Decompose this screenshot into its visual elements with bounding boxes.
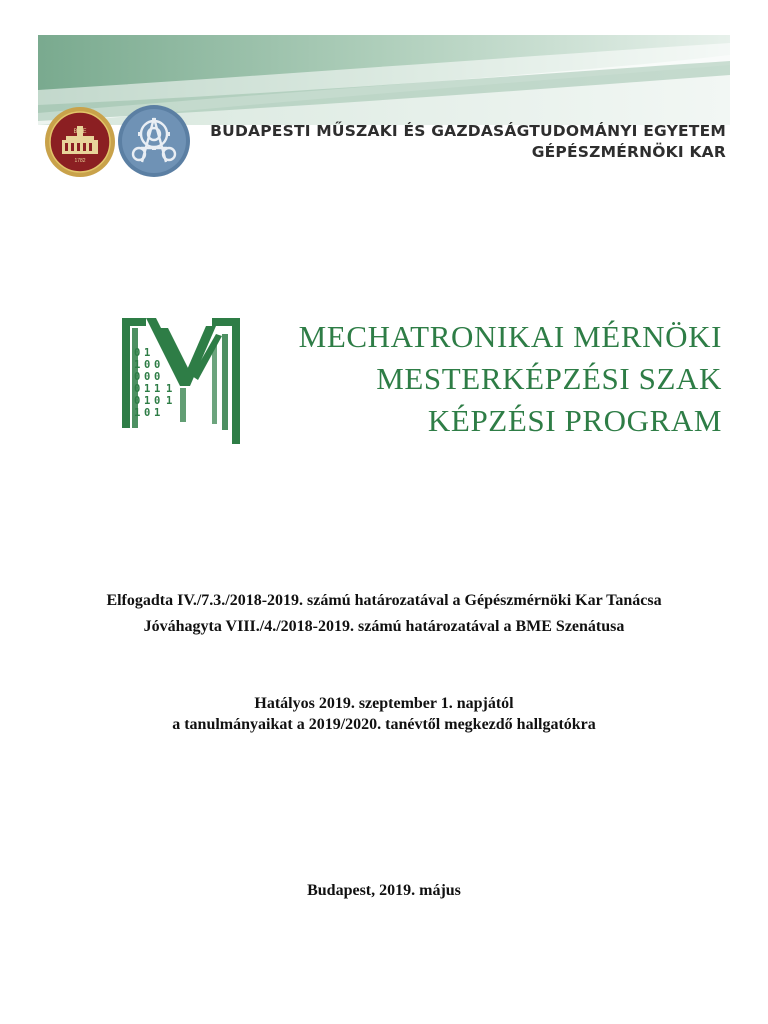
svg-text:0: 0: [124, 365, 131, 377]
svg-text:0: 0: [134, 371, 141, 383]
svg-text:0: 0: [134, 383, 141, 395]
svg-text:1: 1: [124, 353, 131, 365]
bme-seal-text: BME: [73, 129, 87, 135]
approval-faculty-council: Elfogadta IV./7.3./2018-2019. számú határozatával a Gépészmérnöki Kar Tanácsa: [106, 592, 662, 609]
validity-block: [0, 693, 768, 735]
title-line-3: KÉPZÉSI PROGRAM: [427, 403, 722, 438]
svg-text:0: 0: [134, 347, 141, 359]
university-line: BUDAPESTI MŰSZAKI ÉS GAZDASÁGTUDOMÁNYI EGYETEM: [210, 122, 726, 140]
svg-text:1: 1: [134, 407, 141, 419]
university-name: [210, 121, 726, 163]
svg-text:0: 0: [144, 407, 151, 419]
svg-text:0: 0: [124, 377, 131, 389]
faculty-line: GÉPÉSZMÉRNÖKI KAR: [531, 143, 726, 161]
svg-text:0: 0: [124, 389, 131, 401]
approval-senate: Jóváhagyta VIII./4./2018-2019. számú határozatával a BME Szenátusa: [143, 618, 625, 635]
svg-text:1: 1: [144, 347, 151, 359]
document-title: [299, 316, 722, 442]
svg-text:1: 1: [134, 359, 141, 371]
approval-block: [0, 588, 768, 640]
svg-text:0: 0: [154, 359, 161, 371]
svg-text:0: 0: [124, 413, 131, 425]
validity-date: Hatályos 2019. szeptember 1. napjától: [254, 695, 514, 712]
svg-text:1: 1: [166, 395, 173, 407]
svg-text:1: 1: [154, 407, 161, 419]
svg-text:1: 1: [144, 395, 151, 407]
svg-text:1: 1: [144, 383, 151, 395]
gpk-faculty-logo: [117, 104, 191, 178]
svg-text:0: 0: [144, 359, 151, 371]
validity-scope: a tanulmányaikat a 2019/2020. tanévtől megkezdő hallgatókra: [172, 716, 596, 733]
title-line-2: MESTERKÉPZÉSI SZAK: [376, 361, 722, 396]
bme-seal-year: 1782: [74, 158, 86, 164]
svg-text:1: 1: [166, 383, 173, 395]
svg-text:1: 1: [124, 401, 131, 413]
title-line-1: MECHATRONIKAI MÉRNÖKI: [298, 319, 722, 354]
svg-text:1: 1: [154, 383, 161, 395]
svg-text:0: 0: [134, 395, 141, 407]
mechatronics-m-logo: [120, 316, 245, 446]
place-date: Budapest, 2019. május: [307, 882, 461, 899]
bme-seal-logo: [44, 106, 116, 178]
svg-text:0: 0: [144, 371, 151, 383]
svg-text:0: 0: [154, 395, 161, 407]
svg-text:0: 0: [154, 371, 161, 383]
